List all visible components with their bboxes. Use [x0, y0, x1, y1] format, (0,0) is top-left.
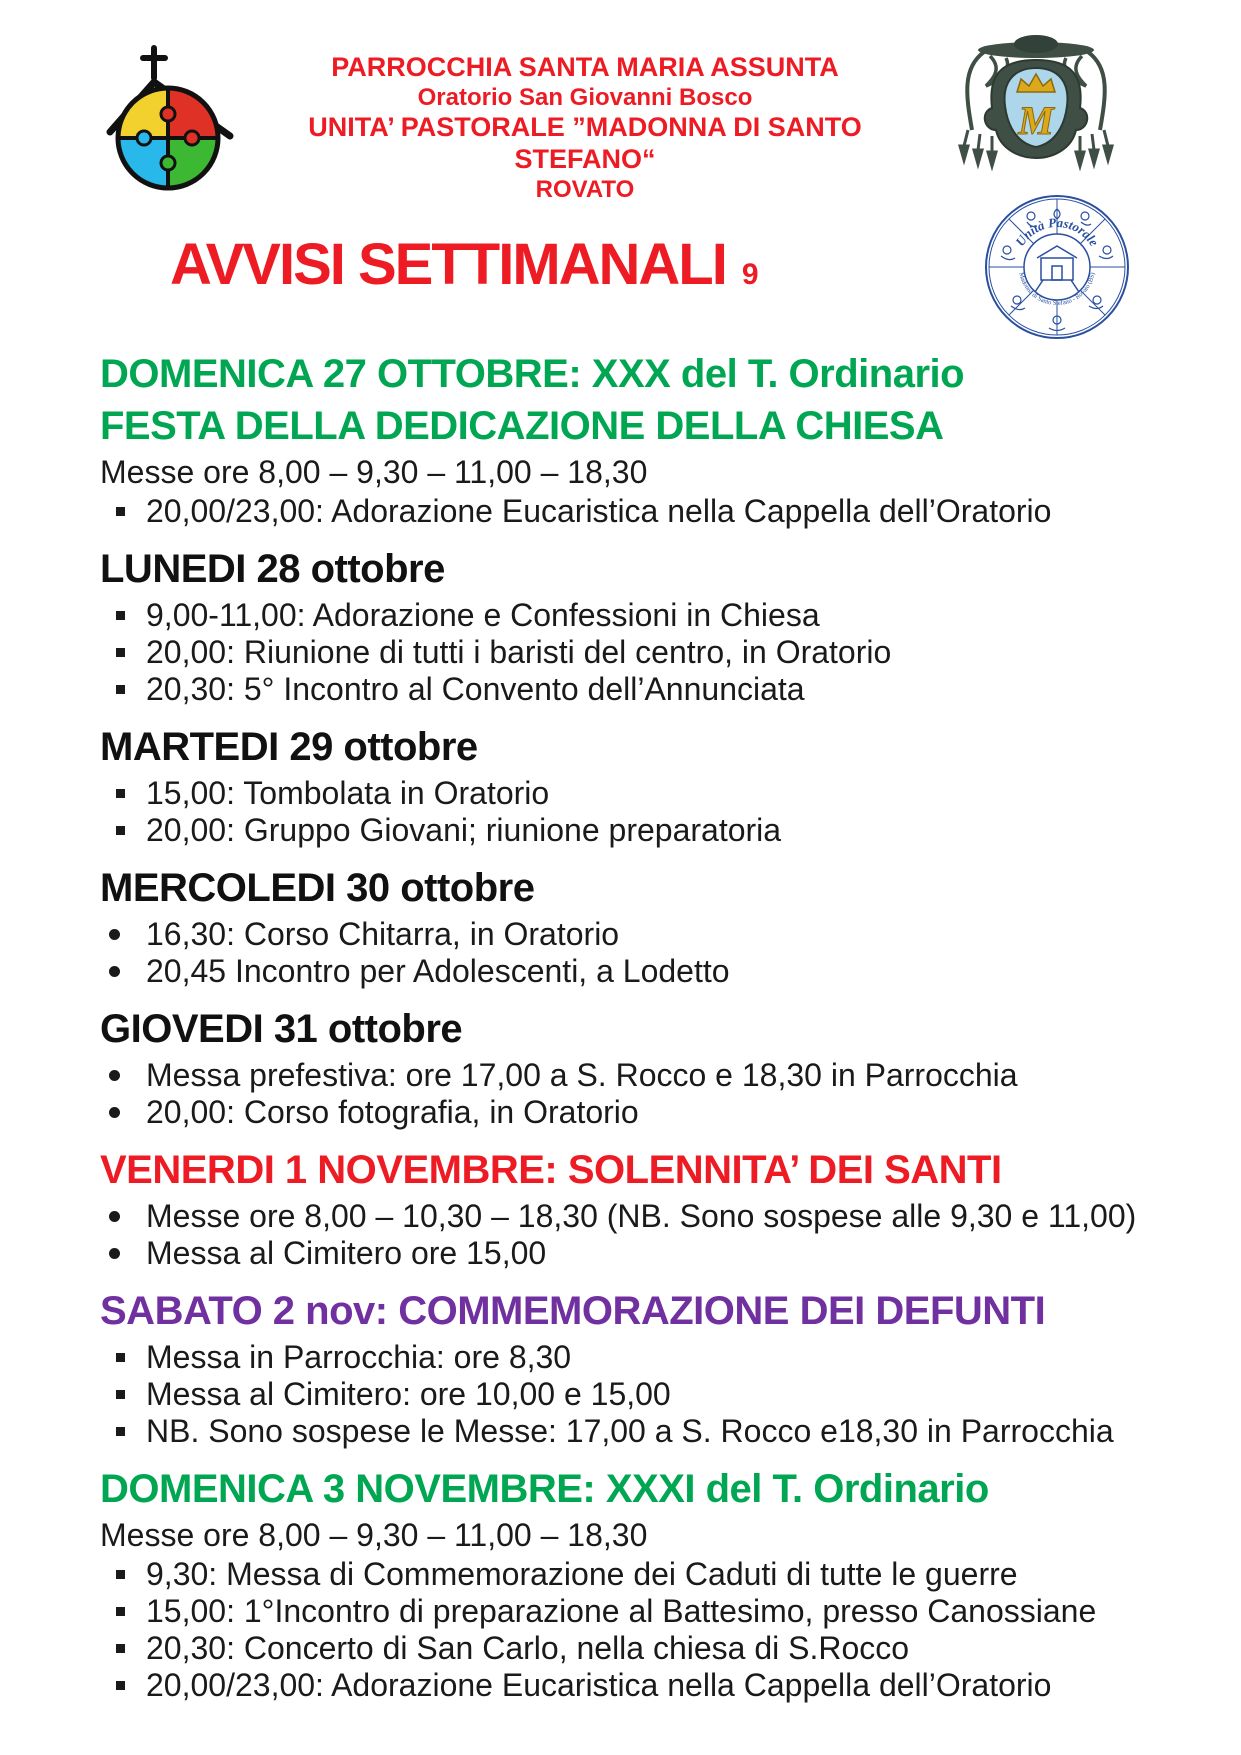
schedule-list: [100, 916, 1142, 990]
oratorio-name: Oratorio San Giovanni Bosco: [417, 83, 753, 111]
announcements-list: [100, 350, 1142, 1719]
section-heading: LUNEDI 28 ottobre: [100, 547, 445, 591]
schedule-list: [100, 1339, 1142, 1450]
section-heading: GIOVEDI 31 ottobre: [100, 1007, 463, 1051]
section-heading: SABATO 2 nov: COMMEMORAZIONE DEI DEFUNTI: [100, 1289, 1046, 1333]
schedule-item: Messa prefestiva: ore 17,00 a S. Rocco e 18,30 in Parrocchia: [100, 1057, 1142, 1094]
day-section: [100, 1146, 1142, 1272]
schedule-item: 20,00: Riunione di tutti i baristi del centro, in Oratorio: [100, 634, 1142, 671]
day-section: [100, 864, 1142, 990]
schedule-item: Messa al Cimitero: ore 10,00 e 15,00: [100, 1376, 1142, 1413]
schedule-item: 9,30: Messa di Commemorazione dei Caduti di tutte le guerre: [100, 1556, 1142, 1593]
schedule-item: Messa al Cimitero ore 15,00: [100, 1235, 1142, 1272]
schedule-item: 15,00: Tombolata in Oratorio: [100, 775, 1142, 812]
parish-header: [240, 52, 930, 204]
parish-name: PARROCCHIA SANTA MARIA ASSUNTA: [331, 52, 839, 82]
town-name: ROVATO: [535, 175, 635, 203]
schedule-item: 16,30: Corso Chitarra, in Oratorio: [100, 916, 1142, 953]
day-section: [100, 1465, 1142, 1704]
section-heading: MERCOLEDI 30 ottobre: [100, 866, 535, 910]
day-section: [100, 545, 1142, 708]
day-section: [100, 723, 1142, 849]
schedule-item: 15,00: 1°Incontro di preparazione al Battesimo, presso Canossiane: [100, 1593, 1142, 1630]
schedule-item: 20,00: Gruppo Giovani; riunione preparatoria: [100, 812, 1142, 849]
church-puzzle-icon: [102, 42, 237, 192]
schedule-list: [100, 597, 1142, 708]
schedule-list: [100, 1057, 1142, 1131]
schedule-list: [100, 1198, 1142, 1272]
section-heading: FESTA DELLA DEDICAZIONE DELLA CHIESA: [100, 404, 944, 448]
schedule-item: Messa in Parrocchia: ore 8,30: [100, 1339, 1142, 1376]
day-section: [100, 1005, 1142, 1131]
schedule-list: [100, 775, 1142, 849]
schedule-item: 20,30: Concerto di San Carlo, nella chiesa di S.Rocco: [100, 1630, 1142, 1667]
schedule-list: [100, 493, 1142, 530]
stamp-bottom-text: Madonna di Santo Stefano - Rovato (BS): [1017, 271, 1097, 308]
mass-times: Messe ore 8,00 – 9,30 – 11,00 – 18,30: [100, 454, 648, 490]
bishop-coat-of-arms: [942, 34, 1130, 174]
page-title: [170, 231, 759, 298]
schedule-item: NB. Sono sospese le Messe: 17,00 a S. Rocco e18,30 in Parrocchia: [100, 1413, 1142, 1450]
page-title-text: AVVISI SETTIMANALI: [170, 231, 726, 297]
coat-of-arms-icon: [942, 34, 1130, 174]
pastoral-unit-name: UNITA’ PASTORALE ”MADONNA DI SANTO STEFANO“: [308, 112, 862, 175]
page-title-number: 9: [741, 257, 759, 291]
section-heading: DOMENICA 27 OTTOBRE: XXX del T. Ordinario: [100, 352, 965, 396]
schedule-item: Messe ore 8,00 – 10,30 – 18,30 (NB. Sono sospese alle 9,30 e 11,00): [100, 1198, 1142, 1235]
day-section: [100, 350, 1142, 530]
schedule-item: 20,45 Incontro per Adolescenti, a Lodetto: [100, 953, 1142, 990]
mass-times: Messe ore 8,00 – 9,30 – 11,00 – 18,30: [100, 1517, 648, 1553]
section-heading: MARTEDI 29 ottobre: [100, 725, 478, 769]
schedule-item: 20,00/23,00: Adorazione Eucaristica nella Cappella dell’Oratorio: [100, 493, 1142, 530]
pastoral-unit-stamp: [983, 188, 1131, 346]
svg-text:Madonna di Santo Stefano - Rov: [1017, 272, 1096, 307]
parish-logo: [102, 42, 237, 192]
schedule-item: 20,00/23,00: Adorazione Eucaristica nella Cappella dell’Oratorio: [100, 1667, 1142, 1704]
schedule-item: 20,00: Corso fotografia, in Oratorio: [100, 1094, 1142, 1131]
schedule-item: 9,00-11,00: Adorazione e Confessioni in Chiesa: [100, 597, 1142, 634]
stamp-icon: [983, 188, 1131, 346]
section-heading: DOMENICA 3 NOVEMBRE: XXXI del T. Ordinario: [100, 1467, 989, 1511]
schedule-item: 20,30: 5° Incontro al Convento dell’Annunciata: [100, 671, 1142, 708]
svg-text:M: M: [1018, 98, 1054, 143]
day-section: [100, 1287, 1142, 1450]
schedule-list: [100, 1556, 1142, 1704]
stamp-top-text: Unità Pastorale: [1012, 214, 1102, 249]
section-heading: VENERDI 1 NOVEMBRE: SOLENNITA’ DEI SANTI: [100, 1148, 1002, 1192]
